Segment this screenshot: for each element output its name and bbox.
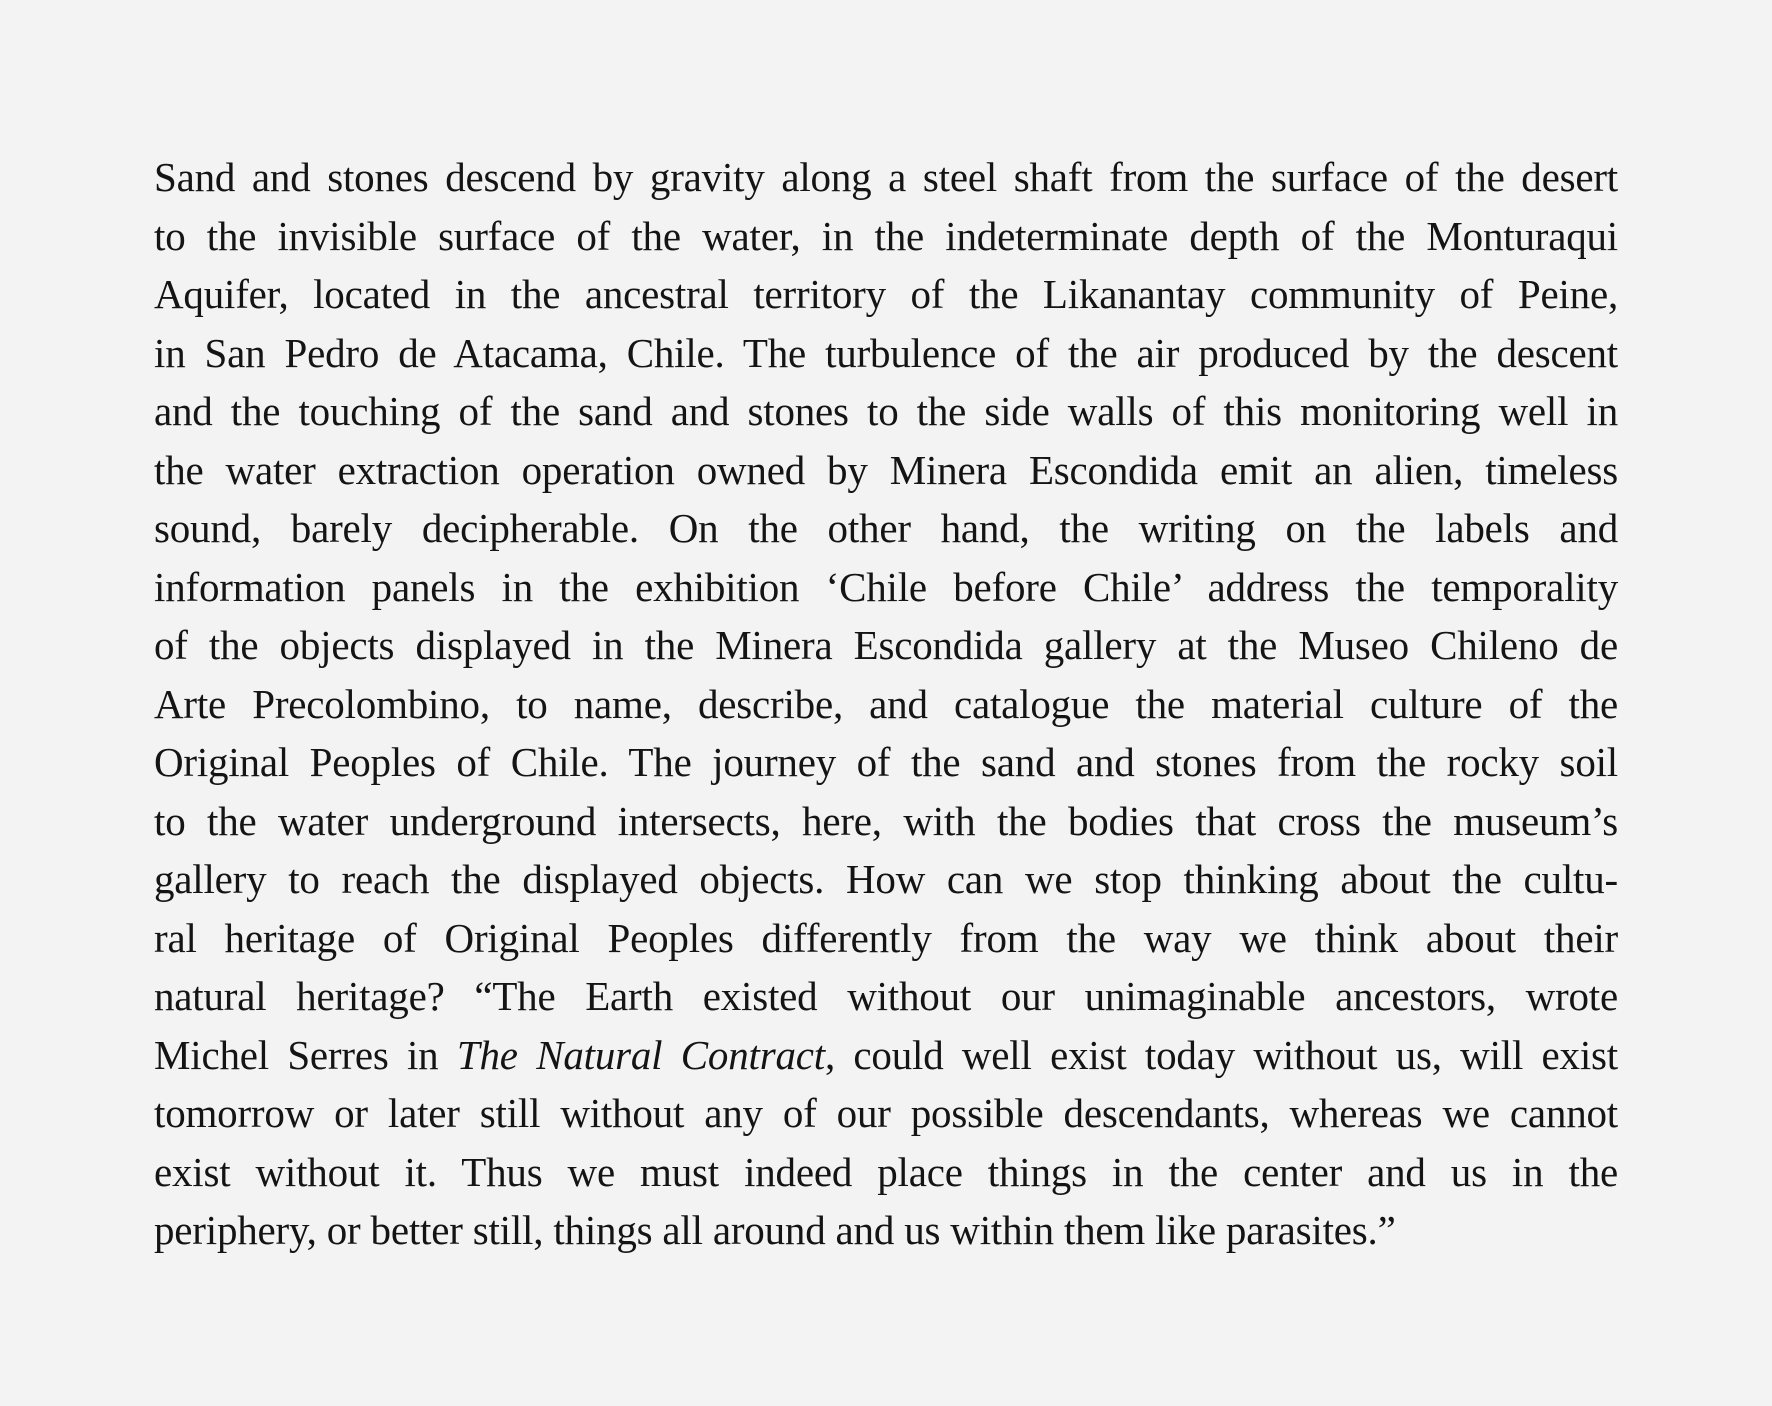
book-title: The Natural Contract [456, 1031, 825, 1078]
text-line: and the touching of the sand and stones to the side walls of this monitoring well in [154, 388, 1618, 434]
text-line: gallery to reach the displayed objects. How can we stop thinking about the cultu- [154, 856, 1618, 902]
text-line-with-book-title [154, 1026, 1618, 1085]
body-paragraph [154, 148, 1618, 1260]
text-line: information panels in the exhibition ‘Chile before Chile’ address the temporality [154, 563, 1618, 610]
text-line: the water extraction operation owned by Minera Escondida emit an alien, timeless [154, 446, 1618, 493]
text-line: exist without it. Thus we must indeed place things in the center and us in the [154, 1148, 1618, 1195]
text-line: Sand and stones descend by gravity along a steel shaft from the surface of the desert [154, 154, 1618, 200]
text-line: of the objects displayed in the Minera Escondida gallery at the Museo Chileno de [154, 622, 1618, 668]
text-segment: Michel Serres in [154, 1031, 457, 1078]
text-line: natural heritage? “The Earth existed without our unimaginable ancestors, wrote [154, 973, 1618, 1019]
text-line: tomorrow or later still without any of our possible descendants, whereas we cannot [154, 1090, 1618, 1136]
text-segment: , could well exist today without us, will exist [824, 1031, 1618, 1078]
text-line: Arte Precolombino, to name, describe, and catalogue the material culture of the [154, 680, 1618, 727]
text-line: in San Pedro de Atacama, Chile. The turbulence of the air produced by the descent [154, 329, 1618, 376]
text-line: ral heritage of Original Peoples differently from the way we think about their [154, 914, 1618, 961]
text-line: to the water underground intersects, here, with the bodies that cross the museum’s [154, 797, 1618, 844]
text-line: Original Peoples of Chile. The journey of the sand and stones from the rocky soil [154, 739, 1618, 785]
text-line: to the invisible surface of the water, in the indeterminate depth of the Monturaqui [154, 212, 1618, 259]
text-line: sound, barely decipherable. On the other hand, the writing on the labels and [154, 505, 1618, 551]
text-line: Aquifer, located in the ancestral territory of the Likanantay community of Peine, [154, 271, 1618, 317]
text-line: periphery, or better still, things all around and us within them like parasites.” [154, 1207, 1396, 1253]
